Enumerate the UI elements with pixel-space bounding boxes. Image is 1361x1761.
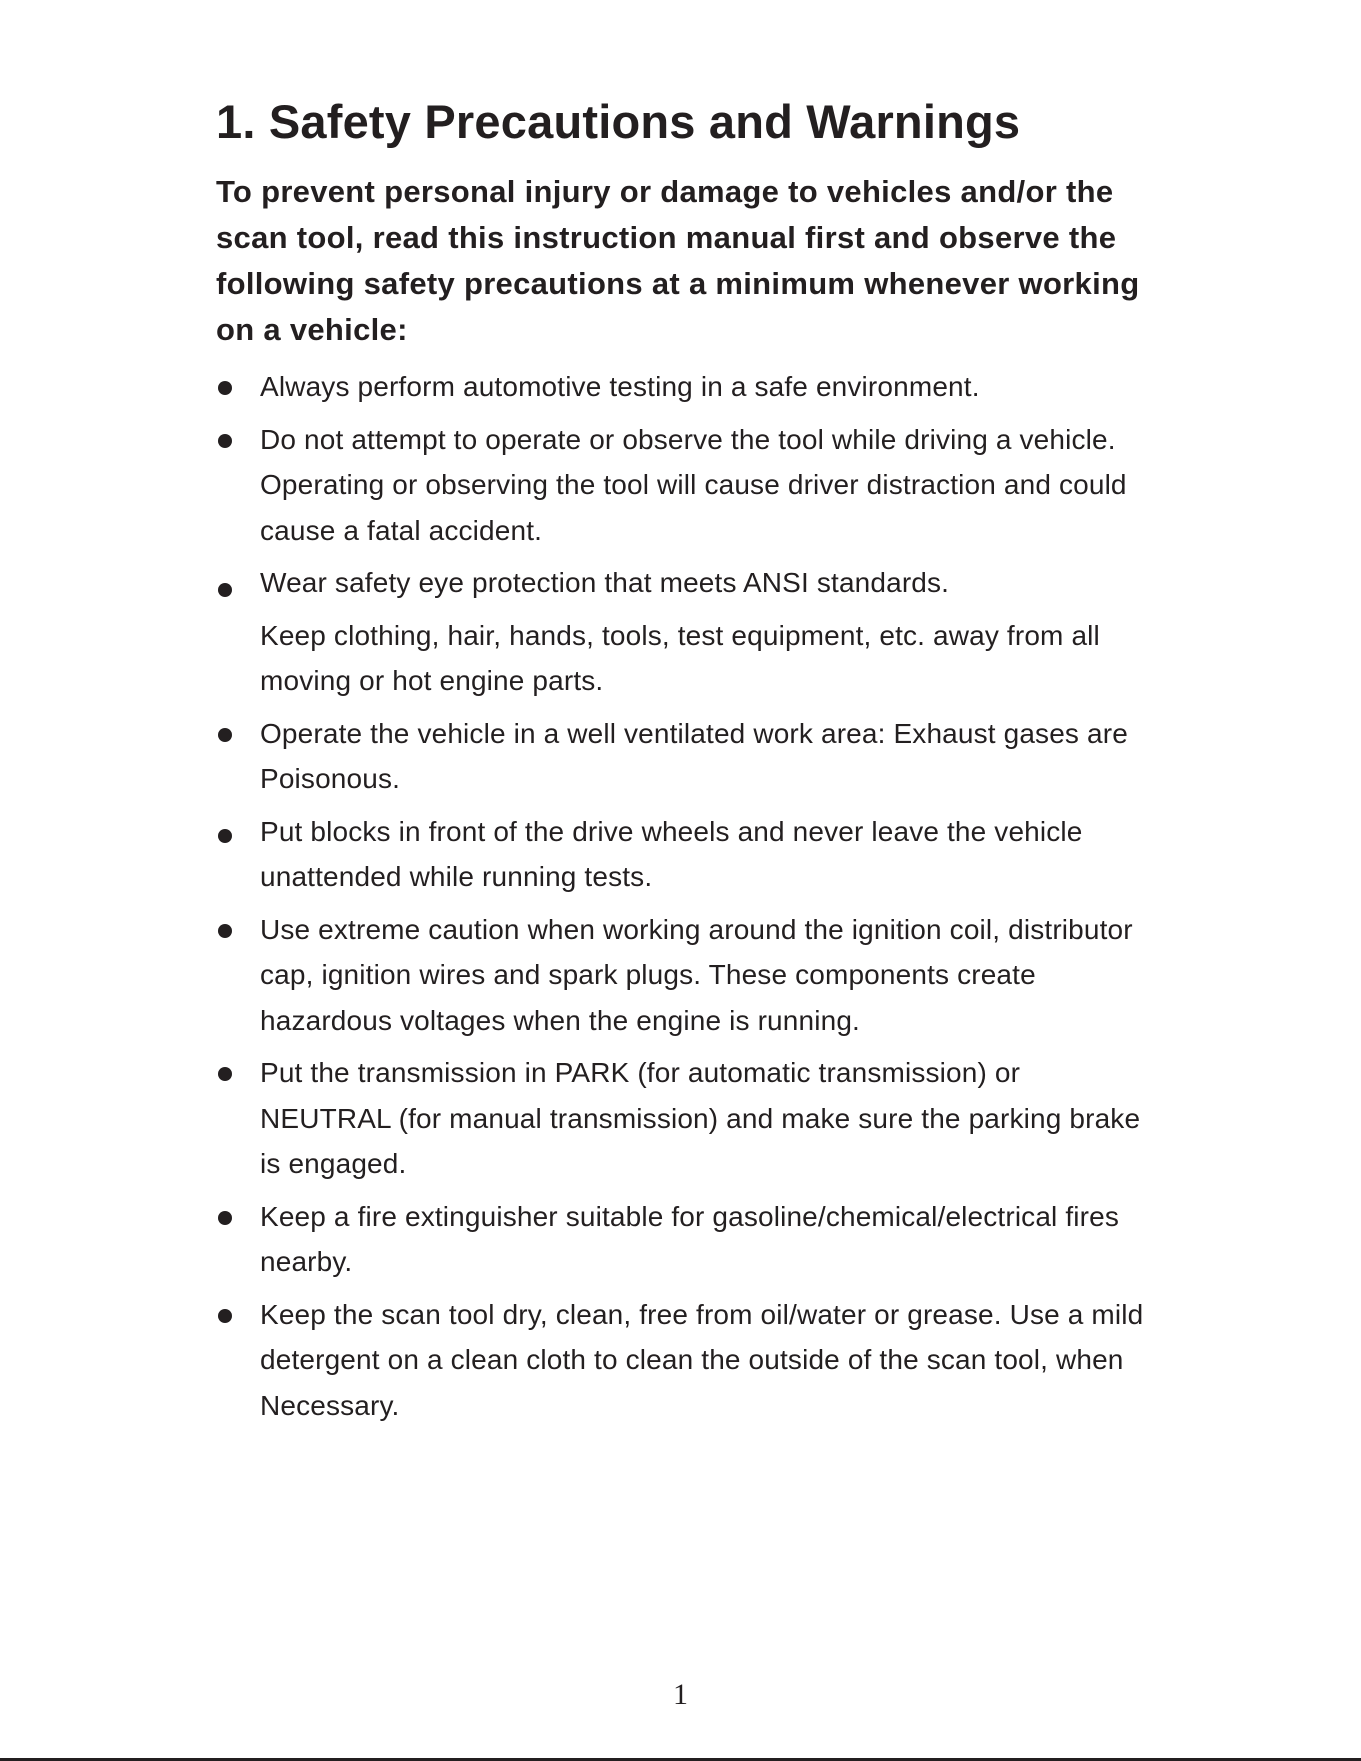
list-item-text: Do not attempt to operate or observe the tool while driving a vehicle. Operating or observing the tool will cause driver distraction and could cause a fatal accident. <box>260 423 1127 546</box>
list-item-text: Keep clothing, hair, hands, tools, test equipment, etc. away from all moving or hot engine parts. <box>260 619 1100 696</box>
bullet-icon <box>218 1309 232 1323</box>
bullet-icon <box>218 381 232 395</box>
precautions-list <box>216 364 1156 1428</box>
list-item-text: Operate the vehicle in a well ventilated work area: Exhaust gases are Poisonous. <box>260 717 1128 794</box>
list-item <box>216 613 1156 704</box>
list-item <box>216 907 1156 1044</box>
bullet-icon <box>218 583 232 597</box>
list-item-text: Keep a fire extinguisher suitable for gasoline/chemical/electrical fires nearby. <box>260 1200 1120 1277</box>
list-item <box>216 1292 1156 1429</box>
list-item <box>216 1050 1156 1187</box>
list-item <box>216 364 1156 410</box>
manual-page <box>216 80 1156 1428</box>
list-item-text: Wear safety eye protection that meets ANSI standards. <box>260 567 950 598</box>
bullet-icon <box>218 1211 232 1225</box>
list-item <box>216 809 1156 900</box>
page-number: 1 <box>673 1678 688 1711</box>
list-item-text: Keep the scan tool dry, clean, free from oil/water or grease. Use a mild detergent on a clean cloth to clean the outside of the scan tool, when Necessary. <box>260 1298 1144 1421</box>
list-item <box>216 711 1156 802</box>
bullet-icon <box>218 829 232 843</box>
list-item-text: Put the transmission in PARK (for automatic transmission) or NEUTRAL (for manual transmission) and make sure the parking brake is engaged. <box>260 1057 1141 1179</box>
list-item-text: Use extreme caution when working around the ignition coil, distributor cap, ignition wires and spark plugs. These components create hazardous voltages when the engine is running. <box>260 913 1133 1036</box>
intro-paragraph: To prevent personal injury or damage to vehicles and/or the scan tool, read this instruction manual first and observe the following safety precautions at a minimum whenever working on a vehicle: <box>216 174 1140 347</box>
bullet-icon <box>218 434 232 448</box>
bullet-icon <box>218 728 232 742</box>
section-heading: 1. Safety Precautions and Warnings <box>216 95 1021 148</box>
list-item <box>216 560 1156 606</box>
bullet-icon <box>218 924 232 938</box>
list-item-text: Always perform automotive testing in a safe environment. <box>260 371 980 402</box>
list-item-text: Put blocks in front of the drive wheels and never leave the vehicle unattended while running tests. <box>260 815 1083 892</box>
list-item <box>216 417 1156 554</box>
bullet-icon <box>218 1067 232 1081</box>
list-item <box>216 1194 1156 1285</box>
